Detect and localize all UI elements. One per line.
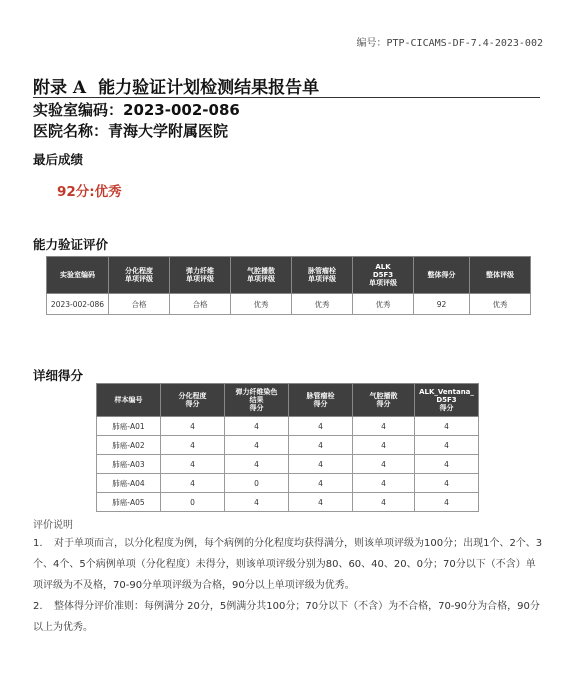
- note-item: [33, 596, 545, 638]
- column-header: ALK_Ventana_ D5F3 得分: [415, 384, 479, 417]
- table-cell: 4: [161, 417, 225, 436]
- note-item: [33, 533, 545, 596]
- column-header: 弹力纤维染色 结果 得分: [225, 384, 289, 417]
- table-cell: 优秀: [292, 294, 353, 315]
- column-header: 脉管瘤栓 得分: [289, 384, 353, 417]
- note-text: 整体得分评价准则：每例满分 20分，5例满分共100分；70分以下（不含）为不合格，70-90分为合格，90分以上为优秀。: [33, 601, 540, 633]
- evaluation-heading: 能力验证评价: [33, 237, 109, 252]
- table-cell: 4: [225, 455, 289, 474]
- table-cell: 0: [161, 493, 225, 512]
- title-text: 能力验证计划检测结果报告单: [98, 78, 320, 98]
- table-cell: 4: [225, 417, 289, 436]
- lab-code: 实验室编码：2023-002-086: [33, 101, 240, 119]
- final-score-heading: 最后成绩: [33, 152, 84, 167]
- table-row: [97, 417, 479, 436]
- table-cell: 肺癌-A01: [97, 417, 161, 436]
- column-header: ALK D5F3 单项评级: [353, 257, 414, 294]
- table-cell: 4: [415, 436, 479, 455]
- table-row: [47, 294, 531, 315]
- table-cell: 合格: [170, 294, 231, 315]
- table-cell: 4: [289, 493, 353, 512]
- table-cell: 4: [225, 436, 289, 455]
- table-cell: 肺癌-A02: [97, 436, 161, 455]
- table-row: [97, 455, 479, 474]
- note-number: 1.: [33, 538, 43, 549]
- table-cell: 肺癌-A05: [97, 493, 161, 512]
- column-header: 实验室编码: [47, 257, 109, 294]
- table-cell: 优秀: [231, 294, 292, 315]
- note-number: 2.: [33, 601, 43, 612]
- note-text: 对于单项而言，以分化程度为例，每个病例的分化程度均获得满分，则该单项评级为100分；出现1个、2个、3个、4个、5个病例单项（分化程度）未得分，则该单项评级分别为80、60、40、20、0分；70分以下（不含）单项评级为不及格，70-90分单项评级为合格，90分以上单项评级为优秀。: [33, 538, 543, 591]
- table-cell: 4: [289, 417, 353, 436]
- table-cell: 4: [289, 436, 353, 455]
- table-cell: 优秀: [353, 294, 414, 315]
- table-cell: 4: [161, 436, 225, 455]
- table-row: [97, 436, 479, 455]
- table-cell: 肺癌-A03: [97, 455, 161, 474]
- table-cell: 4: [289, 474, 353, 493]
- hospital-name: 医院名称：青海大学附属医院: [33, 122, 229, 140]
- table-cell: 4: [353, 417, 415, 436]
- page-title: [33, 73, 319, 98]
- title-divider: [33, 97, 540, 98]
- column-header: 脉管瘤栓 单项评级: [292, 257, 353, 294]
- table-cell: 4: [415, 474, 479, 493]
- column-header: 样本编号: [97, 384, 161, 417]
- table-row: [97, 474, 479, 493]
- table-cell: 4: [353, 455, 415, 474]
- table-cell: 4: [415, 417, 479, 436]
- appendix-label: 附录 A: [33, 78, 87, 98]
- table-cell: 肺癌-A04: [97, 474, 161, 493]
- detail-score-table: [96, 383, 479, 512]
- table-cell: 4: [161, 455, 225, 474]
- column-header: 分化程度 单项评级: [109, 257, 170, 294]
- table-cell: 4: [225, 493, 289, 512]
- column-header: 气腔播散 单项评级: [231, 257, 292, 294]
- column-header: 整体得分: [414, 257, 470, 294]
- table-cell: 2023-002-086: [47, 294, 109, 315]
- detail-heading: 详细得分: [33, 368, 84, 383]
- table-cell: 4: [289, 455, 353, 474]
- table-cell: 4: [415, 493, 479, 512]
- table-cell: 4: [353, 474, 415, 493]
- final-score: 92分:优秀: [57, 184, 122, 200]
- document-number: 编号：PTP-CICAMS-DF-7.4-2023-002: [356, 38, 543, 49]
- table-cell: 0: [225, 474, 289, 493]
- table-cell: 4: [353, 493, 415, 512]
- column-header: 弹力纤维 单项评级: [170, 257, 231, 294]
- table-cell: 优秀: [470, 294, 531, 315]
- column-header: 整体评级: [470, 257, 531, 294]
- table-cell: 4: [161, 474, 225, 493]
- table-cell: 合格: [109, 294, 170, 315]
- column-header: 气腔播散 得分: [353, 384, 415, 417]
- column-header: 分化程度 得分: [161, 384, 225, 417]
- table-cell: 4: [353, 436, 415, 455]
- table-cell: 4: [415, 455, 479, 474]
- evaluation-table: [46, 256, 531, 315]
- table-row: [97, 493, 479, 512]
- table-cell: 92: [414, 294, 470, 315]
- notes-heading: 评价说明: [33, 520, 73, 531]
